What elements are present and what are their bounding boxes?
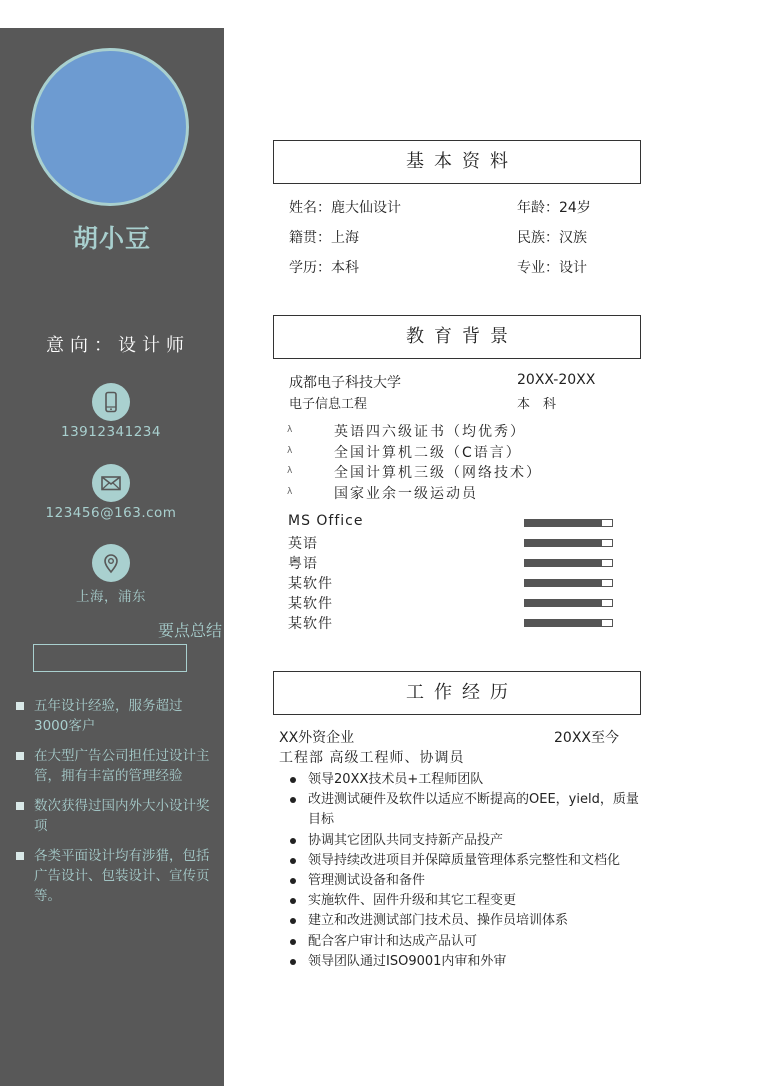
duty-item: 领导20XX技术员+工程师团队 <box>289 770 649 790</box>
certificate-item: λ 英语四六级证书（均优秀） <box>287 424 526 440</box>
study-major: 电子信息工程 <box>289 397 368 412</box>
education-heading: 教育背景 <box>273 315 641 359</box>
skill-label: 某软件 <box>288 576 333 592</box>
work-period: 20XX至今 <box>554 730 619 746</box>
summary-item: 五年设计经验，服务超过3000客户 <box>16 696 212 736</box>
skill-bar-fill <box>525 520 602 526</box>
certificate-item: λ 全国计算机二级（C语言） <box>287 444 522 461</box>
skill-label: MS Office <box>288 513 364 529</box>
skill-label: 某软件 <box>288 596 333 612</box>
location-text: 上海，浦东 <box>76 589 146 605</box>
skill-bar <box>524 559 613 567</box>
skill-bar-fill <box>525 560 602 566</box>
summary-item: 数次获得过国内外大小设计奖项 <box>16 796 212 836</box>
study-period: 20XX-20XX <box>517 372 596 388</box>
summary-item: 各类平面设计均有涉猎，包括广告设计、包装设计、宣传页等。 <box>16 846 212 906</box>
skill-label: 某软件 <box>288 616 333 632</box>
skill-bar <box>524 579 613 587</box>
lambda-bullet-icon: λ <box>287 425 293 435</box>
certificate-item: λ 国家业余一级运动员 <box>287 485 478 502</box>
skill-bar <box>524 539 613 547</box>
basic-education: 学历：本科 <box>289 260 359 276</box>
square-bullet-icon <box>16 702 24 710</box>
bullet-dot-icon <box>290 939 296 945</box>
skill-bar-fill <box>525 540 602 546</box>
company-name: XX外资企业 <box>279 730 355 746</box>
basic-major: 专业：设计 <box>517 260 587 276</box>
mail-icon <box>92 464 130 502</box>
job-intent: 意向：设计师 <box>46 335 190 356</box>
summary-list <box>16 696 212 916</box>
duty-item: 领导持续改进项目并保障质量管理体系完整性和文档化 <box>289 851 649 871</box>
summary-title: 要点总结 <box>158 621 223 640</box>
school-name: 成都电子科技大学 <box>289 375 401 391</box>
summary-title-box <box>33 644 187 672</box>
duty-item: 建立和改进测试部门技术员、操作员培训体系 <box>289 911 649 931</box>
skill-bar <box>524 599 613 607</box>
lambda-bullet-icon: λ <box>287 486 293 497</box>
bullet-dot-icon <box>290 898 296 904</box>
duty-item: 改进测试硬件及软件以适应不断提高的OEE，yield，质量目标 <box>289 790 649 830</box>
basic-name: 姓名：鹿大仙设计 <box>289 200 401 216</box>
degree: 本 科 <box>517 397 557 412</box>
skill-bar <box>524 519 613 527</box>
bullet-dot-icon <box>290 797 296 803</box>
skill-bar <box>524 619 613 627</box>
skill-bar-fill <box>525 600 602 606</box>
square-bullet-icon <box>16 852 24 860</box>
skill-bar-fill <box>525 620 602 626</box>
bullet-dot-icon <box>290 918 296 924</box>
basic-age: 年龄：24岁 <box>517 200 591 216</box>
duty-item: 领导团队通过ISO9001内审和外审 <box>289 952 649 972</box>
duty-list <box>289 770 649 972</box>
square-bullet-icon <box>16 802 24 810</box>
square-bullet-icon <box>16 752 24 760</box>
skill-label: 英语 <box>288 536 318 552</box>
lambda-bullet-icon: λ <box>287 466 293 476</box>
bullet-dot-icon <box>290 878 296 884</box>
certificate-list <box>287 421 542 503</box>
lambda-bullet-icon: λ <box>287 445 293 456</box>
work-heading: 工作经历 <box>273 671 641 715</box>
skill-label: 粤语 <box>288 556 318 572</box>
bullet-dot-icon <box>290 858 296 864</box>
bullet-dot-icon <box>290 838 296 844</box>
location-pin-icon <box>92 544 130 582</box>
basic-info-heading: 基本资料 <box>273 140 641 184</box>
avatar <box>31 48 189 206</box>
email-address: 123456@163.com <box>45 505 177 521</box>
duty-item: 配合客户审计和达成产品认可 <box>289 932 649 952</box>
duty-item: 协调其它团队共同支持新产品投产 <box>289 831 649 851</box>
bullet-dot-icon <box>290 959 296 965</box>
duty-item: 实施软件、固件升级和其它工程变更 <box>289 891 649 911</box>
basic-ethnicity: 民族：汉族 <box>517 230 587 246</box>
duty-item: 管理测试设备和备件 <box>289 871 649 891</box>
skill-bar-fill <box>525 580 602 586</box>
candidate-name: 胡小豆 <box>72 224 151 253</box>
phone-number: 13912341234 <box>61 424 161 440</box>
sidebar <box>0 28 224 1086</box>
job-position: 工程部 高级工程师、协调员 <box>279 750 465 766</box>
certificate-item: λ 全国计算机三级（网络技术） <box>287 465 542 481</box>
basic-origin: 籍贯：上海 <box>289 230 359 246</box>
phone-icon <box>92 383 130 421</box>
bullet-dot-icon <box>290 777 296 783</box>
summary-item: 在大型广告公司担任过设计主管，拥有丰富的管理经验 <box>16 746 212 786</box>
